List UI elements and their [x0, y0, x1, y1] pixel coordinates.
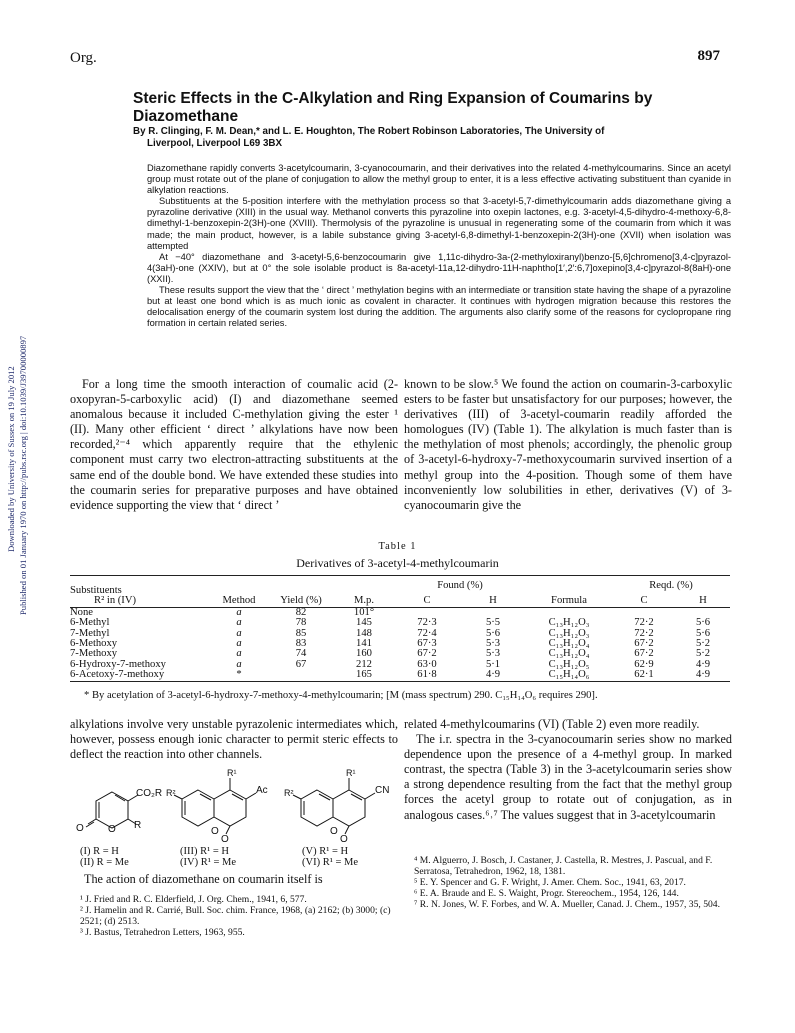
body-paragraph: The i.r. spectra in the 3-cyanocoumarin series show no marked dependence upon the presence of a 4-methyl group. In marked contrast, the spectra (Table 3) in the 3-acetylcoumarin series show a strong dependence resulting from the fact that the methyl group forces the acetyl group to rotate out of conjugation, as in analogous cases.⁶˒⁷ The values suggest that in 3-acetylcoumarin	[404, 732, 732, 822]
footnotes-left	[70, 894, 400, 938]
abstract	[147, 163, 731, 329]
cell-found-c: 67·2	[417, 648, 437, 660]
header-found: Found (%)	[394, 576, 526, 597]
publication-note: Published on 01 January 1970 on http://pubs.rsc.org | doi:10.1039/J39700000897	[18, 335, 28, 615]
journal-name: Org.	[70, 50, 97, 66]
body-paragraph: known to be slow.⁵ We found the action on coumarin-3-carboxylic esters to be faster but unsatisfactory for our purposes; however, the derivatives (III) of 3-acetyl-coumarin readily afforded the homologues (IV) (Table 1). The alkylation is much faster than is the methylation of most phenols; accordingly, the phenolic group of 3-acetyl-6-hydroxy-7-methoxycoumarin survived insertion of a methyl group into the 4-position. Though some of them have inconveniently low solubilities in ether, derivatives (V) of 3-cyanocoumarin give the	[404, 377, 732, 512]
download-note: Downloaded by University of Sussex on 19 July 2012	[6, 366, 16, 552]
cell-mp: 212	[356, 658, 372, 670]
body-paragraph-action: The action of diazomethane on coumarin itself is	[84, 872, 323, 886]
table-row	[70, 660, 730, 670]
header-formula: Formula	[526, 596, 612, 607]
cell-method: a	[236, 638, 242, 650]
cell-reqd-h: 5·2	[695, 638, 711, 650]
cell-mp: 160	[356, 648, 372, 660]
header-mp: M.p.	[334, 596, 394, 607]
cell-substituent: 6-Acetoxy-7-methoxy	[70, 670, 210, 681]
cell-formula: C₁₃H₁₂O₄	[548, 648, 590, 660]
atom-label: CO₂R	[136, 788, 163, 799]
cell-method: a	[236, 658, 242, 670]
header-found-c: C	[394, 596, 460, 607]
abstract-paragraph: These results support the view that the ‘ direct ’ methylation begins with an intermediate or transition state having the shape of a pyrazoline but at least one bond which is as much ionic as covalent in character. It continues with hydrogen migration because this restores the delocalisation energy of the coumarin system lost during the addition. The arguments also clarify some of the reasons for cyclopropane ring formation in certain related series.	[147, 285, 731, 329]
cell-substituent: 7-Methyl	[70, 627, 110, 639]
body-column-left-top	[70, 377, 398, 513]
cell-reqd-c: 62·1	[612, 670, 676, 681]
authors-line-1: By R. Clinging, F. M. Dean,* and L. E. Houghton, The Robert Robinson Laboratories, The University of	[133, 126, 605, 137]
compound-label: (II) R = Me	[80, 857, 129, 868]
cell-reqd-c: 72·2	[634, 627, 654, 639]
cell-found-h: 5·1	[485, 658, 501, 670]
cell-mp: 148	[356, 627, 372, 639]
header-method: Method	[210, 596, 268, 607]
cell-substituent: 6-Hydroxy-7-methoxy	[70, 658, 166, 670]
abstract-paragraph: Diazomethane rapidly converts 3-acetylcoumarin, 3-cyanocoumarin, and their derivatives into the related 4-methylcoumarins. Since an acetyl group must rotate out of the plane of conjugation to allow the methyl group to enter, it is a less effective activating substituent than cyanide in alkylation reactions.	[147, 163, 731, 196]
body-paragraph: related 4-methylcoumarins (VI) (Table 2) even more readily.	[404, 717, 700, 731]
header-yield: Yield (%)	[268, 596, 334, 607]
cell-reqd-c: 62·9	[634, 658, 654, 670]
cell-formula: C₁₅H₁₄O₆	[526, 670, 612, 681]
cell-substituent: 7-Methoxy	[70, 648, 118, 660]
cell-mp: 101°	[353, 606, 375, 618]
atom-label: R¹	[346, 768, 356, 778]
cell-yield: 74	[295, 648, 307, 660]
chemical-structures	[70, 762, 400, 870]
cell-substituent: 6-Methyl	[70, 617, 110, 629]
footnote: ³ J. Bastus, Tetrahedron Letters, 1963, 955.	[80, 927, 245, 938]
header-reqd: Reqd. (%)	[612, 576, 730, 597]
cell-found-h: 5·3	[485, 638, 501, 650]
footnotes-right	[404, 855, 732, 910]
cell-yield: 83	[295, 638, 307, 650]
header-r2: R² in (IV)	[70, 596, 210, 607]
atom-label: O	[76, 823, 84, 834]
cell-found-c: 72·3	[417, 617, 437, 629]
cell-formula: C₁₃H₁₂O₃	[548, 617, 590, 629]
atom-label: O	[211, 826, 219, 837]
cell-method: a	[236, 627, 242, 639]
atom-label: O	[221, 834, 229, 845]
atom-label: O	[340, 834, 348, 845]
footnote: ⁵ E. Y. Spencer and G. F. Wright, J. Amer. Chem. Soc., 1941, 63, 2017.	[414, 877, 686, 888]
cell-substituent: 6-Methoxy	[70, 638, 118, 650]
table-caption: Derivatives of 3-acetyl-4-methylcoumarin	[296, 556, 499, 570]
cell-yield	[268, 670, 334, 681]
compound-label: (VI) R¹ = Me	[302, 857, 359, 868]
cell-found-c: 63·0	[417, 658, 437, 670]
cell-found-c: 72·4	[417, 627, 437, 639]
cell-reqd-h: 4·9	[676, 670, 730, 681]
authors-line-2: Liverpool, Liverpool L69 3BX	[147, 138, 283, 149]
article-title: Steric Effects in the C-Alkylation and Ring Expansion of Coumarins by Diazomethane	[133, 90, 653, 125]
compound-label: (V) R¹ = H	[302, 846, 349, 857]
compound-label: (I) R = H	[80, 846, 119, 857]
table-row	[70, 670, 730, 681]
cell-mp: 145	[356, 617, 372, 629]
footnote: ⁷ R. N. Jones, W. F. Forbes, and W. A. Mueller, Canad. J. Chem., 1957, 35, 504.	[414, 899, 720, 910]
body-paragraph: alkylations involve very unstable pyrazolenic intermediates which, however, possess enough ionic character to permit steric effects to deflect the reaction into other channels.	[70, 717, 398, 762]
cell-yield: 78	[295, 617, 307, 629]
cell-formula: C₁₃H₁₂O₃	[548, 627, 590, 639]
body-column-left-bottom	[70, 717, 398, 762]
cell-found-h: 5·6	[485, 627, 501, 639]
header-found-h: H	[460, 596, 526, 607]
body-column-right-bottom	[404, 717, 732, 823]
table-row	[70, 618, 730, 628]
abstract-paragraph: At −40° diazomethane and 3-acetyl-5,6-benzocoumarin give 1,11c-dihydro-3a-(2-methyloxiranyl)benzo-[5,6]chromeno[3,4-c]pyrazol-4(3aH)-one (XXIV), but at 0° the sole isolable product is 8a-acetyl-11a,12-dihydro-11H-naphtho[1′,2′:6,7]oxepino[3,4-c]pyrazol-8(8aH)-one (XXII).	[147, 251, 731, 284]
table-row	[70, 629, 730, 639]
cell-method: a	[236, 617, 242, 629]
compound-label: (III) R¹ = H	[180, 846, 230, 857]
atom-label: R²	[166, 788, 176, 798]
atom-label: O	[108, 824, 116, 835]
page-number: 897	[697, 48, 720, 64]
atom-label: Ac	[256, 785, 268, 796]
footnote: ⁴ M. Alguerro, J. Bosch, J. Castaner, J. Castella, R. Mestres, J. Pascual, and F. Serratosa, Tetrahedron, 1962, 18, 1381.	[414, 855, 713, 877]
cell-reqd-c: 67·2	[634, 648, 654, 660]
cell-formula: C₁₃H₁₂O₄	[548, 638, 590, 650]
table-footnote: * By acetylation of 3-acetyl-6-hydroxy-7-methoxy-4-methylcoumarin; [M (mass spectrum) 290. C₁₅H₁₄O₆ requires 290].	[84, 690, 598, 701]
cell-found-h: 5·5	[485, 617, 501, 629]
body-paragraph: For a long time the smooth interaction of coumalic acid (2-oxopyran-5-carboxylic acid) (I) and diazomethane seemed anomalous because it included C-methylation giving the ester ¹ (II). Many other efficient ‘ direct ’ alkylations have now been recorded,²⁻⁴ which apparently require that the ethylenic component must carry two electron-attracting substituents at the same end of the double bond. We have extended these studies into the coumarin series for preparative purposes and have obtained evidence supporting the view that ‘ direct ’	[70, 377, 398, 512]
article-authors	[133, 126, 733, 150]
cell-yield: 67	[295, 658, 307, 670]
atom-label: R¹	[227, 768, 237, 778]
cell-formula: C₁₃H₁₂O₅	[548, 658, 590, 670]
cell-method: a	[236, 606, 242, 618]
cell-reqd-h: 5·6	[695, 617, 711, 629]
cell-method: *	[210, 670, 268, 681]
data-table	[70, 575, 730, 682]
cell-yield: 85	[295, 627, 307, 639]
table-row	[70, 649, 730, 659]
cell-reqd-h: 5·2	[695, 648, 711, 660]
cell-reqd-h: 4·9	[695, 658, 711, 670]
cell-found-h: 5·3	[485, 648, 501, 660]
table-label: Table 1	[378, 541, 417, 552]
header-reqd-h: H	[676, 596, 730, 607]
cell-reqd-c: 72·2	[634, 617, 654, 629]
cell-reqd-h: 5·6	[695, 627, 711, 639]
cell-mp: 141	[356, 638, 372, 650]
table-row	[70, 607, 730, 618]
header-substituents: Substituents	[70, 576, 210, 597]
atom-label: O	[330, 826, 338, 837]
cell-substituent: None	[70, 606, 93, 618]
cell-found-c: 61·8	[394, 670, 460, 681]
table-row	[70, 639, 730, 649]
header-reqd-c: C	[612, 596, 676, 607]
cell-found-h: 4·9	[460, 670, 526, 681]
structure-pyranone	[86, 792, 138, 828]
footnote: ¹ J. Fried and R. C. Elderfield, J. Org. Chem., 1941, 6, 577.	[80, 894, 307, 905]
cell-method: a	[236, 648, 242, 660]
atom-label: R	[134, 820, 142, 831]
compound-label: (IV) R¹ = Me	[180, 857, 237, 868]
footnote: ² J. Hamelin and R. Carrié, Bull. Soc. chim. France, 1968, (a) 2162; (b) 3000; (c) 2521; (d) 2513.	[80, 905, 391, 927]
atom-label: R²	[284, 788, 294, 798]
abstract-paragraph: Substituents at the 5-position interfere with the methylation process so that 3-acetyl-5,7-dimethylcoumarin adds diazomethane giving a pyrazoline derivative (XIII) in the usual way. Methanol converts this pyrazoline into oxepin lactones, e.g. 3-acetyl-4,5-dihydro-4-methoxy-6,8-dimethyl-1-benzoxepin-2(3H)-one (XVIII). Thermolysis of the pyrazoline is unusual in regenerating some of the coumarin from which it was made; the main product, however, is a labile substance giving 3-acetyl-6,8-dimethyl-1-benzoxepin-2(3H)-one (XVII) when isolation was attempted	[147, 196, 731, 251]
atom-label: CN	[375, 785, 390, 796]
cell-yield: 82	[295, 606, 307, 618]
cell-mp: 165	[334, 670, 394, 681]
cell-reqd-c: 67·2	[634, 638, 654, 650]
cell-found-c: 67·3	[417, 638, 437, 650]
body-column-right-top	[404, 377, 732, 513]
footnote: ⁶ E. A. Braude and E. S. Waight, Progr. Stereochem., 1954, 126, 144.	[414, 888, 679, 899]
